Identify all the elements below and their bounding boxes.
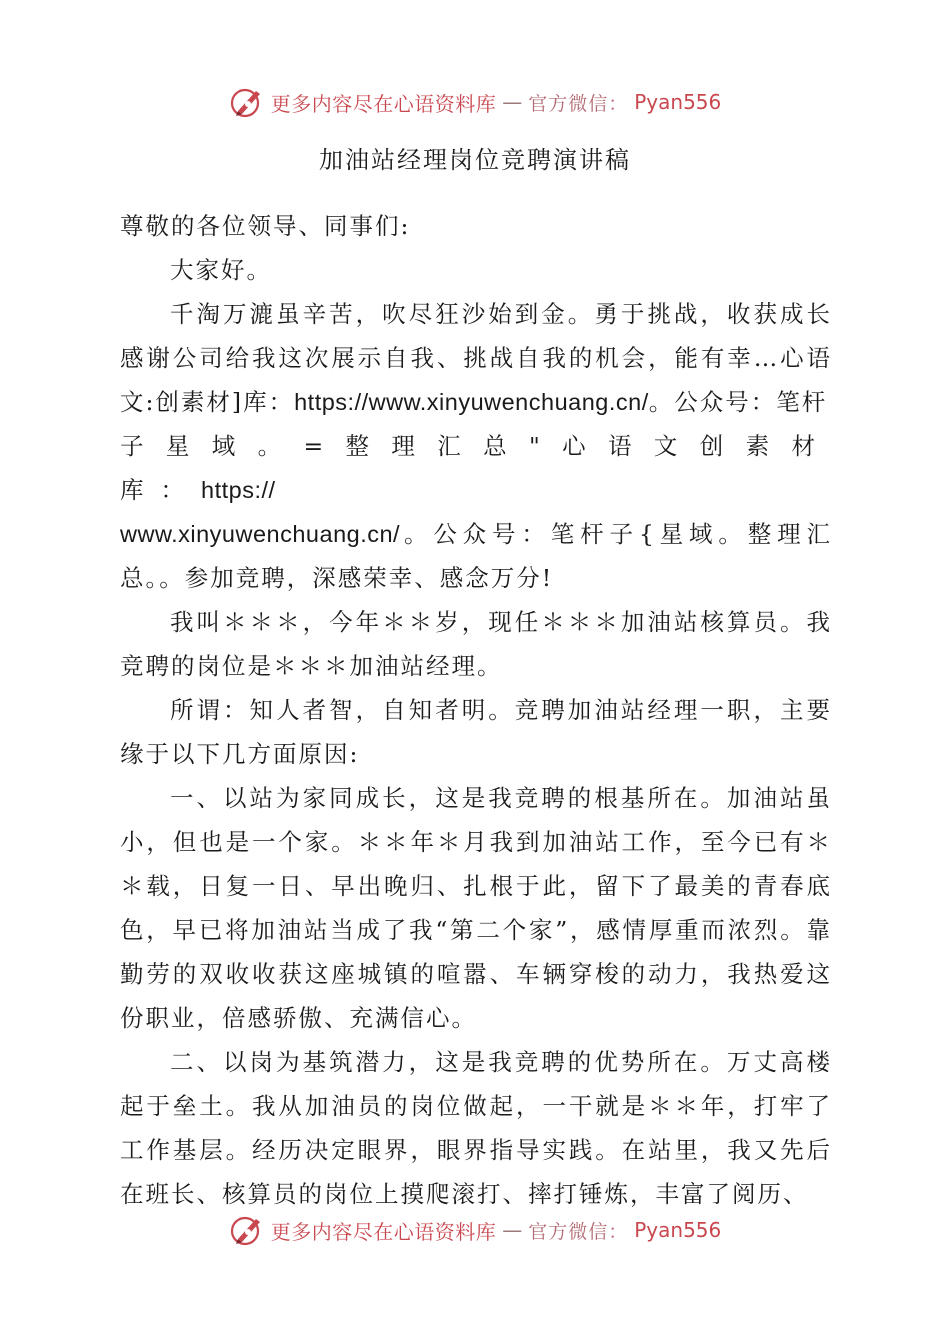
paragraph-1-link-2a[interactable]: https:// bbox=[201, 477, 276, 503]
salutation: 尊敬的各位领导、同事们: bbox=[120, 212, 411, 240]
pen-logo-icon bbox=[229, 1212, 265, 1248]
pen-logo-icon bbox=[229, 84, 265, 120]
banner-handle: Pyan556 bbox=[634, 90, 722, 114]
banner-separator: — bbox=[502, 90, 523, 114]
banner-label: 官方微信： bbox=[528, 92, 629, 115]
banner-separator: — bbox=[502, 1218, 523, 1242]
paragraph-1 bbox=[120, 292, 832, 600]
paragraph-1-text-b: 。公众号：笔杆 bbox=[648, 388, 828, 416]
header-watermark-banner bbox=[0, 80, 950, 124]
paragraph-1-text-d: 。公众号：笔杆子{星域。整理汇总。。参加竞聘，深感荣幸、感念万分! bbox=[120, 520, 832, 592]
document-body bbox=[120, 204, 832, 1216]
paragraph-3: 所谓：知人者智，自知者明。竞聘加油站经理一职，主要缘于以下几方面原因: bbox=[120, 696, 832, 768]
paragraph-1-link-1[interactable]: https://www.xinyuwenchuang.cn/ bbox=[294, 389, 649, 415]
banner-text: 更多内容尽在心语资料库 bbox=[270, 1219, 497, 1244]
paragraph-1-text-a: 千淘万漉虽辛苦，吹尽狂沙始到金。勇于挑战，收获成长感谢公司给我这次展示自我、挑战自我的机会，能有幸…心语文:创素材]库： bbox=[120, 300, 832, 416]
paragraph-2: 我叫＊＊＊，今年＊＊岁，现任＊＊＊加油站核算员。我竞聘的岗位是＊＊＊加油站经理。 bbox=[120, 608, 832, 680]
banner-handle: Pyan556 bbox=[634, 1218, 722, 1242]
greeting: 大家好。 bbox=[170, 256, 272, 284]
paragraph-4: 一、以站为家同成长，这是我竞聘的根基所在。加油站虽小，但也是一个家。＊＊年＊月我到加油站工作，至今已有＊＊载，日复一日、早出晚归、扎根于此，留下了最美的青春底色，早已将加油站当成了我“第二个家”，感情厚重而浓烈。靠勤劳的双收收获这座城镇的喧嚣、车辆穿梭的动力，我热爱这份职业，倍感骄傲、充满信心。 bbox=[120, 784, 832, 1032]
paragraph-1-link-2b[interactable]: www.xinyuwenchuang.cn/ bbox=[120, 521, 401, 547]
banner-text: 更多内容尽在心语资料库 bbox=[270, 91, 497, 116]
paragraph-5: 二、以岗为基筑潜力，这是我竞聘的优势所在。万丈高楼起于垒土。我从加油员的岗位做起，一干就是＊＊年，打牢了工作基层。经历决定眼界，眼界指导实践。在站里，我又先后在班长、核算员的岗位上摸爬滚打、摔打锤炼，丰富了阅历、 bbox=[120, 1048, 832, 1208]
banner-label: 官方微信： bbox=[528, 1220, 629, 1243]
document-title: 加油站经理岗位竞聘演讲稿 bbox=[319, 146, 631, 174]
footer-watermark-banner bbox=[0, 1208, 950, 1252]
paragraph-1-text-c: 子星域。=整理汇总"心语文创素材库： bbox=[120, 432, 832, 504]
